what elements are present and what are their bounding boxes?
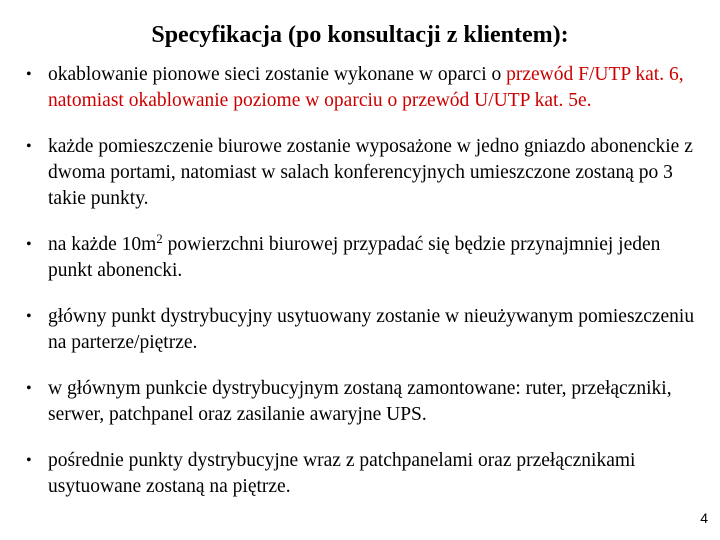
item-text: okablowanie pionowe sieci zostanie wykonane w oparci o	[48, 64, 507, 85]
item-text: każde pomieszczenie biurowe zostanie wyposażone w jedno gniazdo abonenckie z dwoma portami, natomiast w salach konferencyjnych umieszczone zostaną po 3 takie punkty.	[48, 136, 693, 209]
superscript: 2	[156, 231, 163, 246]
item-text: główny punkt dystrybucyjny usytuowany zostanie w nieużywanym pomieszczeniu na parterze/piętrze.	[48, 306, 695, 353]
list-item	[26, 62, 700, 114]
item-text: na każde 10m	[48, 234, 157, 255]
bullet-icon: •	[26, 308, 32, 325]
list-item	[26, 448, 700, 500]
bullet-icon: •	[26, 236, 32, 253]
item-text: w głównym punkcie dystrybucyjnym zostaną zamontowane: ruter, przełączniki, serwer, patchpanel oraz zasilanie awaryjne UPS.	[48, 378, 672, 425]
item-text: pośrednie punkty dystrybucyjne wraz z patchpanelami oraz przełącznikami usytuowane zostaną na piętrze.	[48, 450, 636, 497]
bullet-icon: •	[26, 380, 32, 397]
bullet-icon: •	[26, 138, 32, 155]
bullet-icon: •	[26, 452, 32, 469]
bullet-list	[26, 62, 700, 520]
list-item	[26, 232, 700, 284]
bullet-icon: •	[26, 66, 32, 83]
list-item	[26, 376, 700, 428]
list-item	[26, 304, 700, 356]
list-item	[26, 134, 700, 212]
item-text-highlight: przewód F/UTP kat. 6, natomiast okablowanie poziome w oparciu o przewód U/UTP kat. 5e.	[48, 64, 684, 111]
page-number: 4	[700, 510, 708, 526]
slide-title: Specyfikacja (po konsultacji z klientem):	[151, 22, 569, 48]
item-text: powierzchni biurowej przypadać się będzie przynajmniej jeden punkt abonencki.	[48, 234, 661, 281]
